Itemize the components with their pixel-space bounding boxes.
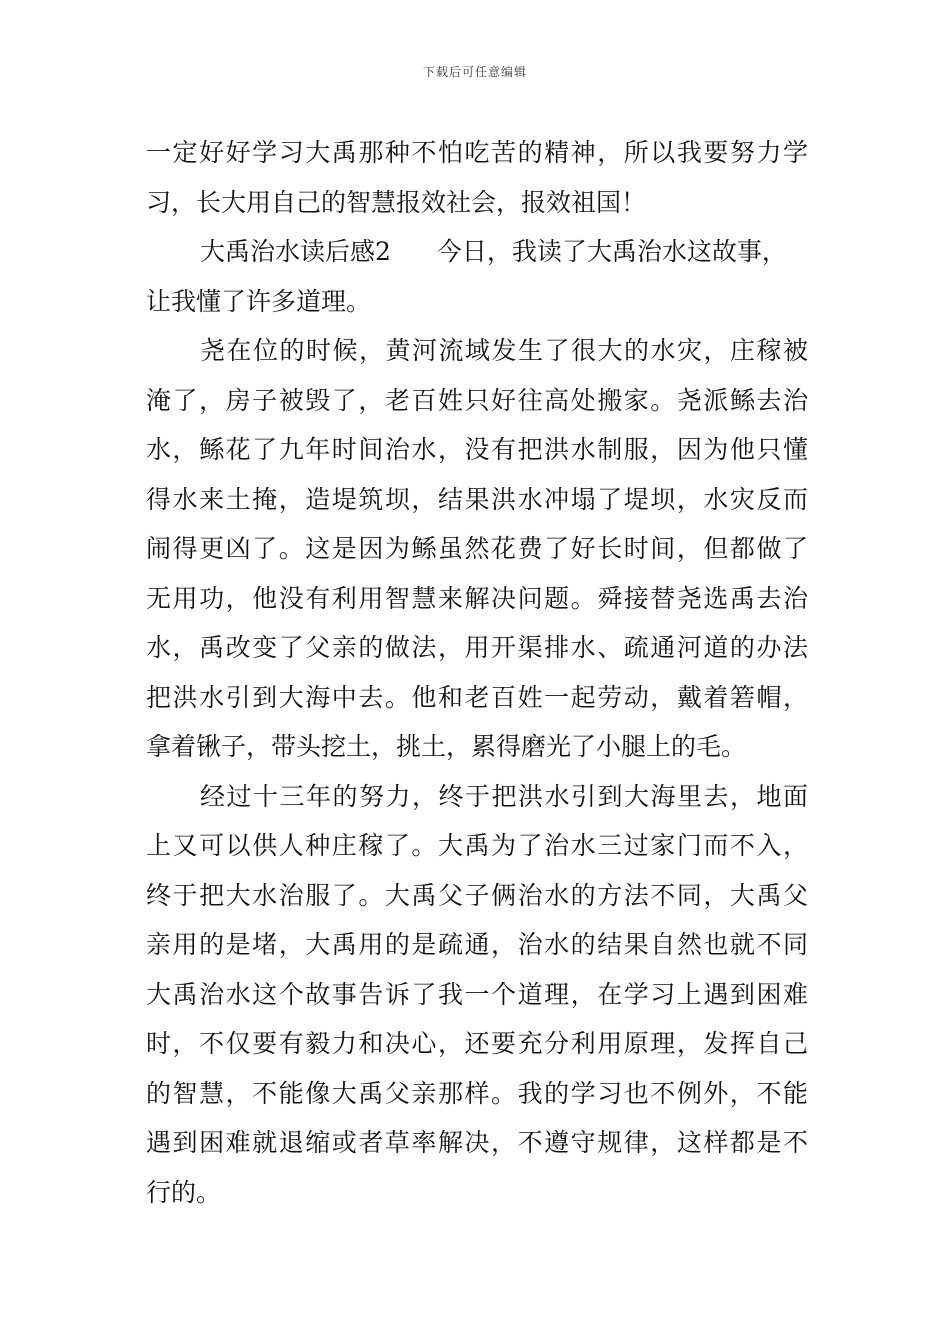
text-line: 得水来土掩，造堤筑坝，结果洪水冲塌了堤坝，水灾反而	[146, 484, 808, 514]
text-line: 无用功，他没有利用智慧来解决问题。舜接替尧选禹去治	[146, 583, 808, 613]
page-header: 下载后可任意编辑	[422, 65, 527, 79]
text-line: 一定好好学习大禹那种不怕吃苦的精神，所以我要努力学	[146, 138, 808, 167]
essay-title-line	[146, 227, 808, 277]
essay-title: 大禹治水读后感2	[200, 237, 391, 266]
text-line: 让我懂了许多道理。	[146, 286, 372, 316]
text-line: 把洪水引到大海中去。他和老百姓一起劳动，戴着箬帽，	[146, 682, 808, 712]
text-line: 遇到困难就退缩或者草率解决，不遵守规律，这样都是不	[146, 1128, 808, 1157]
text-line: 习，长大用自己的智慧报效社会，报效祖国！	[146, 187, 647, 217]
text-line: 拿着锹子，带头挖土，挑土，累得磨光了小腿上的毛。	[146, 732, 747, 761]
text-line: 上又可以供人种庄稼了。大禹为了治水三过家门而不入，	[146, 831, 808, 860]
paragraph-first-line: 尧在位的时候，黄河流域发生了很大的水灾，庄稼被	[200, 336, 808, 365]
text-line: 亲用的是堵，大禹用的是疏通，治水的结果自然也就不同	[146, 930, 808, 959]
text-line: 大禹治水这个故事告诉了我一个道理，在学习上遇到困难	[146, 979, 808, 1009]
text-line: 时，不仅要有毅力和决心，还要充分利用原理，发挥自己	[146, 1029, 808, 1058]
paragraph-first-line: 经过十三年的努力，终于把洪水引到大海里去，地面	[200, 781, 808, 811]
text-line: 水，鲧花了九年时间治水，没有把洪水制服，因为他只懂	[146, 435, 808, 464]
text-line: 行的。	[146, 1177, 222, 1207]
text-line: 淹了，房子被毁了，老百姓只好往高处搬家。尧派鲧去治	[146, 385, 808, 415]
document-body	[146, 128, 808, 1217]
text-line: 闹得更凶了。这是因为鲧虽然花费了好长时间，但都做了	[146, 534, 808, 563]
text-line: 的智慧，不能像大禹父亲那样。我的学习也不例外，不能	[146, 1078, 808, 1108]
text-line: 水，禹改变了父亲的做法，用开渠排水、疏通河道的办法	[146, 633, 808, 662]
text-line: 终于把大水治服了。大禹父子俩治水的方法不同，大禹父	[146, 880, 808, 910]
title-continuation: 今日，我读了大禹治水这故事，	[436, 237, 787, 266]
